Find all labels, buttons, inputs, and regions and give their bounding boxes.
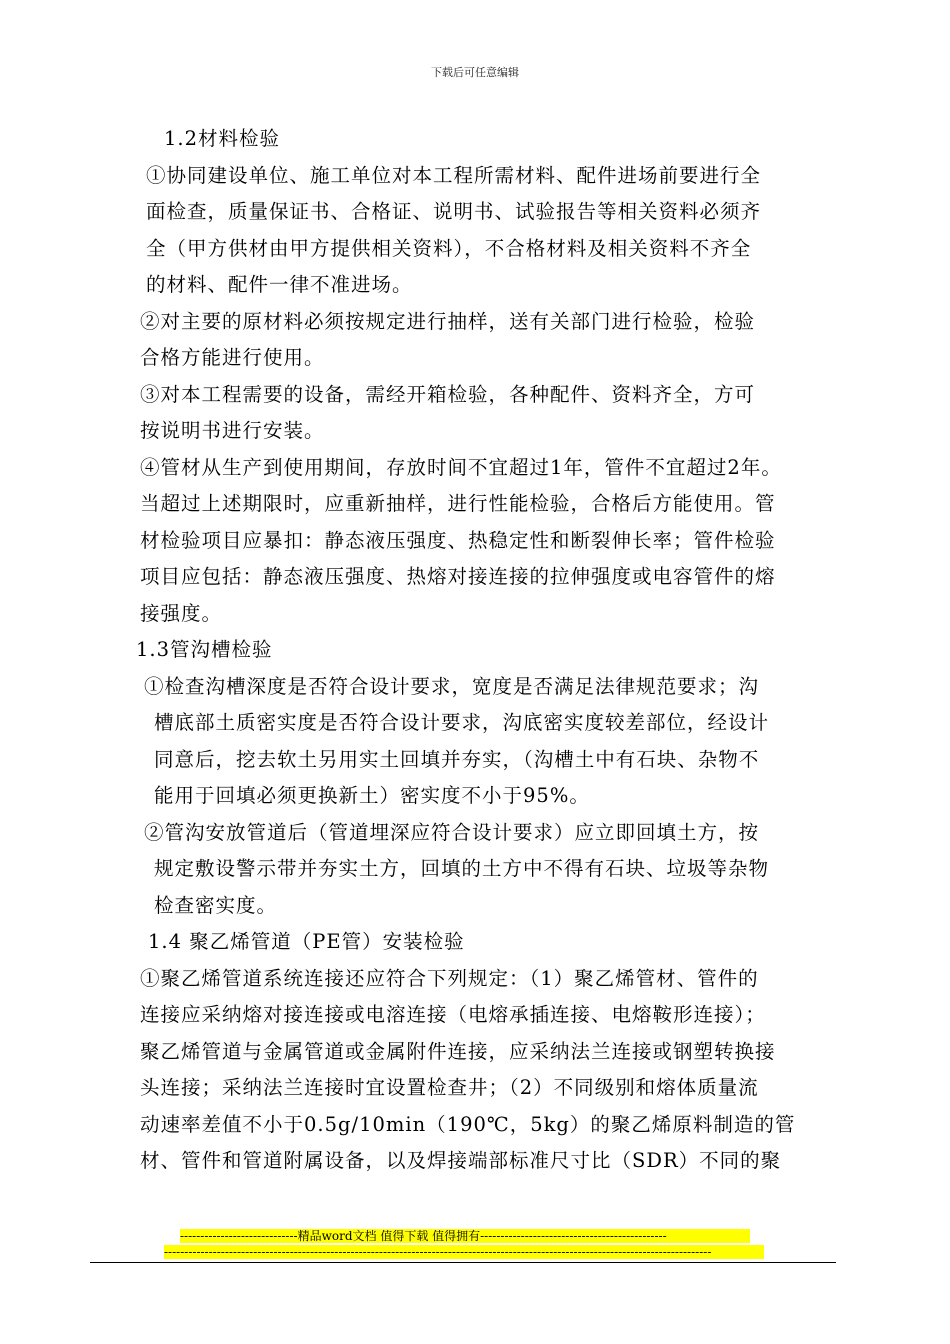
paragraph-line: 材、管件和管道附属设备，以及焊接端部标准尺寸比（SDR）不同的聚 — [140, 1149, 782, 1172]
paragraph-line: 槽底部土质密实度是否符合设计要求，沟底密实度较差部位，经设计 — [154, 711, 770, 734]
paragraph-line: ④管材从生产到使用期间，存放时间不宜超过1年，管件不宜超过2年。 — [140, 456, 782, 479]
paragraph-line: 项目应包括：静态液压强度、热熔对接连接的拉伸强度或电容管件的熔 — [140, 565, 776, 588]
paragraph-line: 规定敷设警示带并夯实土方，回填的土方中不得有石块、垃圾等杂物 — [154, 857, 770, 880]
footer-divider — [90, 1262, 836, 1263]
paragraph-line: 面检查，质量保证书、合格证、说明书、试验报告等相关资料必须齐 — [146, 200, 762, 223]
paragraph-line: 检查密实度。 — [154, 894, 278, 917]
section-heading-1-3: 1.3管沟槽检验 — [136, 638, 273, 661]
paragraph-line: ②管沟安放管道后（管道埋深应符合设计要求）应立即回填土方，按 — [144, 821, 760, 844]
paragraph-line: 动速率差值不小于0.5g/10min（190℃，5kg）的聚乙烯原料制造的管 — [140, 1113, 796, 1136]
paragraph-line: 的材料、配件一律不准进场。 — [146, 273, 413, 296]
paragraph-line: 聚乙烯管道与金属管道或金属附件连接，应采纳法兰连接或钢塑转换接 — [140, 1040, 776, 1063]
paragraph-line: 头连接；采纳法兰连接时宜设置检查井；（2）不同级别和熔体质量流 — [140, 1076, 759, 1099]
paragraph-line: 当超过上述期限时，应重新抽样，进行性能检验，合格后方能使用。管 — [140, 492, 776, 515]
paragraph-line: 按说明书进行安装。 — [140, 419, 325, 442]
section-heading-1-2: 1.2材料检验 — [164, 127, 281, 150]
paragraph-line: ①聚乙烯管道系统连接还应符合下列规定：（1）聚乙烯管材、管件的 — [140, 967, 759, 990]
paragraph-line: ①协同建设单位、施工单位对本工程所需材料、配件进场前要进行全 — [146, 164, 762, 187]
paragraph-line: 材检验项目应暴扣：静态液压强度、热稳定性和断裂伸长率；管件检验 — [140, 529, 776, 552]
footer-banner: -----------------------------精品word文档 值得下载 值得拥有---------------------------------------------- — [180, 1229, 750, 1243]
header-note: 下载后可任意编辑 — [431, 66, 519, 79]
paragraph-line: ①检查沟槽深度是否符合设计要求，宽度是否满足法律规范要求；沟 — [144, 675, 760, 698]
paragraph-line: ③对本工程需要的设备，需经开箱检验，各种配件、资料齐全，方可 — [140, 383, 756, 406]
paragraph-line: 接强度。 — [140, 602, 223, 625]
section-heading-1-4: 1.4 聚乙烯管道（PE管）安装检验 — [148, 930, 465, 953]
paragraph-line: 合格方能进行使用。 — [140, 346, 325, 369]
paragraph-line: ②对主要的原材料必须按规定进行抽样，送有关部门进行检验，检验 — [140, 310, 756, 333]
footer-dash-line: --------------------------------------------------------------------------------------------------------------------------------------- — [164, 1245, 764, 1259]
paragraph-line: 能用于回填必须更换新土）密实度不小于95%。 — [154, 784, 590, 807]
paragraph-line: 同意后，挖去软土另用实土回填并夯实，（沟槽土中有石块、杂物不 — [154, 748, 760, 771]
paragraph-line: 全（甲方供材由甲方提供相关资料），不合格材料及相关资料不齐全 — [146, 237, 752, 260]
paragraph-line: 连接应采纳熔对接连接或电溶连接（电熔承插连接、电熔鞍形连接）； — [140, 1003, 766, 1026]
